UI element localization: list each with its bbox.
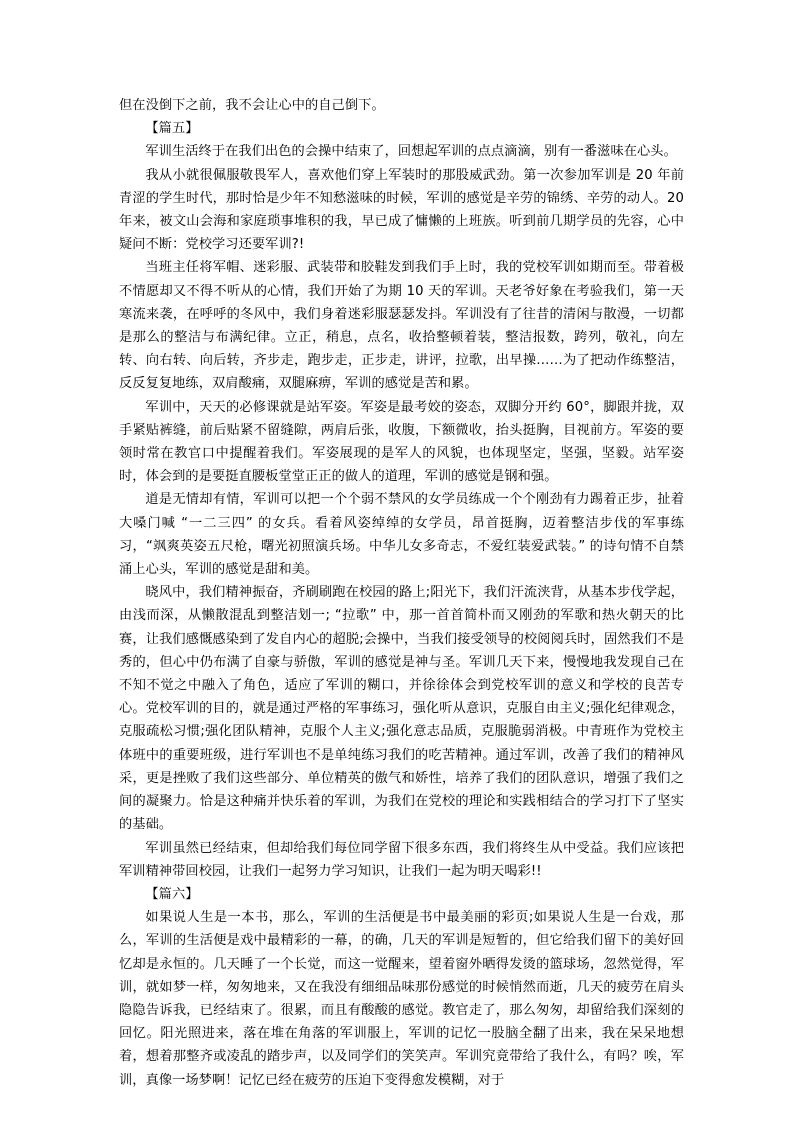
document-body [119,94,684,1092]
paragraph: 军训虽然已经结束，但却给我们每位同学留下很多东西，我们将终生从中受益。我们应该把军训精神带回校园，让我们一起努力学习知识，让我们一起为明天喝彩!! [119,840,684,879]
paragraph: 但在没倒下之前，我不会让心中的自己倒下。 [119,98,385,113]
paragraph: 军训中，天天的必修课就是站军姿。军姿是最考姣的姿态，双脚分开约 60°，脚跟并拢，双手紧贴裤缝，前后贴紧不留缝隙，两肩后张，收腹，下额微收，抬头挺胸，目视前方。军姿的要领时常在教官口中提醒着我们。军姿展现的是军人的风貌，也体现坚定，坚强，坚毅。站军姿时，体会到的是要挺直腰板堂堂正正的做人的道理，军训的感觉是钢和强。 [119,399,684,485]
paragraph: 如果说人生是一本书，那么，军训的生活便是书中最美丽的彩页;如果说人生是一台戏，那么，军训的生活便是戏中最精彩的一幕，的确，几天的军训是短暂的，但它给我们留下的美好回忆却是永恒的。几天睡了一个长觉，而这一觉醒来，望着窗外晒得发烫的篮球场，忽然觉得，军训，就如梦一样，匆匆地来，又在我没有细细品味那份感觉的时候悄然而逝，几天的疲劳在肩头隐隐告诉我，已经结束了。很累，而且有酸酸的感觉。教官走了，那么匆匆，却留给我们深刻的回忆。阳光照进来，落在堆在角落的军训服上，军训的记忆一股脑全翻了出来，我在呆呆地想着，想着那整齐或凌乱的踏步声，以及同学们的笑笑声。军训究竟带给了我什么，有吗？唉，军训，真像一场梦啊！记忆已经在疲劳的压迫下变得愈发模糊，对于 [119,910,684,1088]
paragraph: 当班主任将军帽、迷彩服、武装带和胶鞋发到我们手上时，我的党校军训如期而至。带着极不情愿却又不得不听从的心情，我们开始了为期 10 天的军训。天老爷好象在考验我们，第一天寒流来袭，在呼呼的冬风中，我们身着迷彩服瑟瑟发抖。军训没有了往昔的清闲与散漫，一切都是那么的整洁与布满纪律。立正，稍息，点名，收拾整顿着装，整洁报数，跨列，敬礼，向左转、向右转、向后转，齐步走，跑步走，正步走，讲评，拉歌，出早操……为了把动作练整洁，反反复复地练，双肩酸痛，双腿麻痹，军训的感觉是苦和累。 [119,260,684,392]
paragraph: 军训生活终于在我们出色的会操中结束了，回想起军训的点点滴滴，别有一番滋味在心头。 [145,144,677,160]
paragraph: 我从小就很佩服敬畏军人，喜欢他们穿上军装时的那股威武劲。第一次参加军训是 20 年前青涩的学生时代，那时恰是少年不知愁滋味的时候，军训的感觉是辛劳的锦绣、辛劳的动人。20 年来，被文山会海和家庭琐事堆积的我，早已成了慵懒的上班族。听到前几期学员的先容，心中疑问不断：党校学习还要军训?! [119,167,684,253]
section-heading-6: 【篇六】 [145,886,199,902]
paragraph: 晓风中，我们精神振奋，齐刷刷跑在校园的路上;阳光下，我们汗流浃背，从基本步伐学起，由浅而深，从懒散混乱到整洁划一; “拉歌” 中，那一首首简朴而又刚劲的军歌和热火朝天的比赛，让我们感慨感染到了发自内心的超脱;会操中，当我们接受领导的校阅阅兵时，固然我们不是秀的，但心中仍布满了自豪与骄傲，军训的感觉是神与圣。军训几天下来，慢慢地我发现自己在不知不觉之中融入了角色，适应了军训的糊口，并徐徐体会到党校军训的意义和学校的良苦专心。党校军训的目的，就是通过严格的军事练习，强化听从意识，克服自由主义;强化纪律观念，克服疏松习惯;强化团队精神，克服个人主义;强化意志品质，克服脆弱消极。中青班作为党校主体班中的重要班级，进行军训也不是单纯练习我们的吃苦精神。通过军训，改善了我们的精神风采，更是挫败了我们这些部分、单位精英的傲气和娇性，培养了我们的团队意识，增强了我们之间的凝聚力。恰是这种痛并快乐着的军训，为我们在党校的理论和实践相结合的学习打下了坚实的基础。 [119,585,684,833]
section-heading-5: 【篇五】 [145,121,199,137]
paragraph: 道是无情却有情，军训可以把一个个弱不禁风的女学员练成一个个刚劲有力踢着正步，扯着大嗓门喊 “一二三四” 的女兵。看着风姿绰绰的女学员，昂首挺胸，迈着整洁步伐的军事练习，“飒爽英姿五尺枪，曙光初照演兵场。中华儿女多奇志，不爱红装爱武装。” 的诗句情不自禁涌上心头，军训的感觉是甜和美。 [119,492,684,578]
